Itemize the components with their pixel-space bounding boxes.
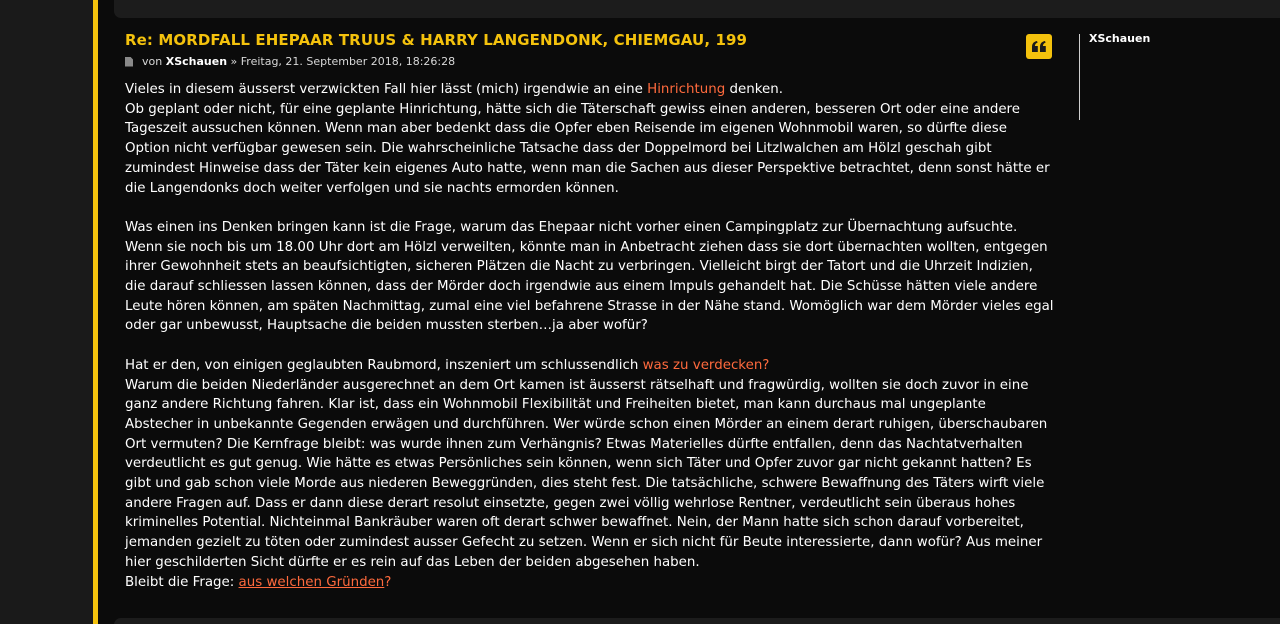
p1-text-after: denken. <box>729 82 783 97</box>
p1-text-before: Vieles in diesem äusserst verzwickten Fall hier lässt (mich) irgendwie an eine <box>125 82 643 97</box>
post-author-link[interactable]: XSchauen <box>165 55 228 68</box>
paragraph-2 <box>125 218 1055 336</box>
profile-divider <box>1079 34 1080 120</box>
meta-prefix: von <box>142 55 163 68</box>
accent-bar <box>93 0 98 624</box>
paragraph-3-first-line <box>125 356 1055 376</box>
previous-post-panel <box>114 0 1280 18</box>
post-meta <box>125 55 455 68</box>
meta-separator: » <box>230 55 238 68</box>
paragraph-3-last-line <box>125 573 1055 593</box>
highlight-hinrichtung: Hinrichtung <box>647 82 726 97</box>
post-content <box>125 80 1055 592</box>
post-document-icon[interactable] <box>125 57 133 67</box>
quote-button[interactable] <box>1026 34 1052 59</box>
paragraph-2-body: Was einen ins Denken bringen kann ist die Frage, warum das Ehepaar nicht vorher einen Campingplatz zur Übernachtung aufsuchte. Wenn sie noch bis um 18.00 Uhr dort am Hölzl verweilten, könnte man in Anbetracht ziehen dass sie dort übernachten wollten, entgegen ihrer Gewohnheit stets an beaufsichtigten, sicheren Plätzen die Nacht zu verbringen. Vielleicht birgt der Tatort und die Uhrzeit Indizien, die darauf schliessen lassen können, dass der Mörder doch irgendwie aus einem Impuls gehandelt hat. Die Schüsse hätten viele andere Leute hören können, am späten Nachmittag, zumal eine viel befahrene Strasse in der Nähe stand. Womöglich war dem Mörder vieles egal oder gar unbewusst, Hauptsache die beiden mussten sterben…ja aber wofür? <box>125 219 1054 334</box>
paragraph-1-first-line <box>125 80 1055 100</box>
profile-username-link[interactable]: XSchauen <box>1089 32 1151 45</box>
paragraph-3-body: Warum die beiden Niederländer ausgerechnet an dem Ort kamen ist äusserst rätselhaft und fragwürdig, wollten sie doch zuvor in eine ganz andere Richtung fahren. Klar ist, dass ein Wohnmobil Flexibilität und Freiheiten bietet, man kann durchaus mal ungeplante Abstecher in unbekannte Gegenden erwägen und durchführen. Wer würde schon einen Mörder an einem derart ruhigen, überschaubaren Ort vermuten? Die Kernfrage bleibt: was wurde ihnen zum Verhängnis? Etwas Materielles dürfte entfallen, denn das Nachtatverhalten verdeutlicht es gut genug. Wie hätte es etwas Persönliches sein können, wenn sich Täter und Opfer zuvor gar nicht gekannt hatten? Es gibt und gab schon viele Morde aus niederen Beweggründen, dies steht fest. Die tatsächliche, schwere Bewaffnung des Täters wirft viele andere Fragen auf. Dass er dann diese derart resolut einsetzte, gegen zwei völlig wehrlose Rentner, verdeutlicht sein überaus hohes kriminelles Potential. Nichteinmal Bankräuber waren oft derart schwer bewaffnet. Nein, der Mann hatte sich schon darauf vorbereitet, jemanden gezielt zu töten oder zumindest ausser Gefecht zu setzen. Wenn er sich nicht für Beute interessierte, dann wofür? Aus meiner hier geschilderten Sicht dürfte er es rein auf das Leben der beiden abgesehen haben. <box>125 377 1048 570</box>
left-margin <box>0 0 93 624</box>
next-post-panel <box>114 618 1280 624</box>
paragraph-3 <box>125 356 1055 592</box>
p3-text-before: Hat er den, von einigen geglaubten Raubmord, inszeniert um schlussendlich <box>125 357 639 373</box>
post-title[interactable]: Re: MORDFALL EHEPAAR TRUUS & HARRY LANGENDONK, CHIEMGAU, 199 <box>125 31 748 49</box>
highlight-verdecken: was zu verdecken? <box>642 357 770 373</box>
link-aus-welchen-gruenden[interactable]: aus welchen Gründen <box>238 574 385 590</box>
question-mark: ? <box>384 574 392 590</box>
p3-last-before: Bleibt die Frage: <box>125 574 235 590</box>
quote-icon <box>1032 41 1046 52</box>
paragraph-1-body: Ob geplant oder nicht, für eine geplante Hinrichtung, hätte sich die Täterschaft gewiss einen anderen, besseren Ort oder eine andere Tageszeit aussuchen können. Wenn man aber bedenkt dass die Opfer eben Reisende im eigenen Wohnmobil waren, so dürfte diese Option nicht verfügbar gewesen sein. Die wahrscheinliche Tatsache dass der Doppelmord bei Litzlwalchen am Hölzl geschah gibt zumindest Hinweise dass der Täter kein eigenes Auto hatte, wenn man die Sachen aus dieser Perspektive betrachtet, denn sonst hätte er die Langendonks doch weiter verfolgen und sie nachts ermorden können. <box>125 101 1050 196</box>
post-date: Freitag, 21. September 2018, 18:26:28 <box>240 55 456 68</box>
paragraph-1 <box>125 80 1055 198</box>
